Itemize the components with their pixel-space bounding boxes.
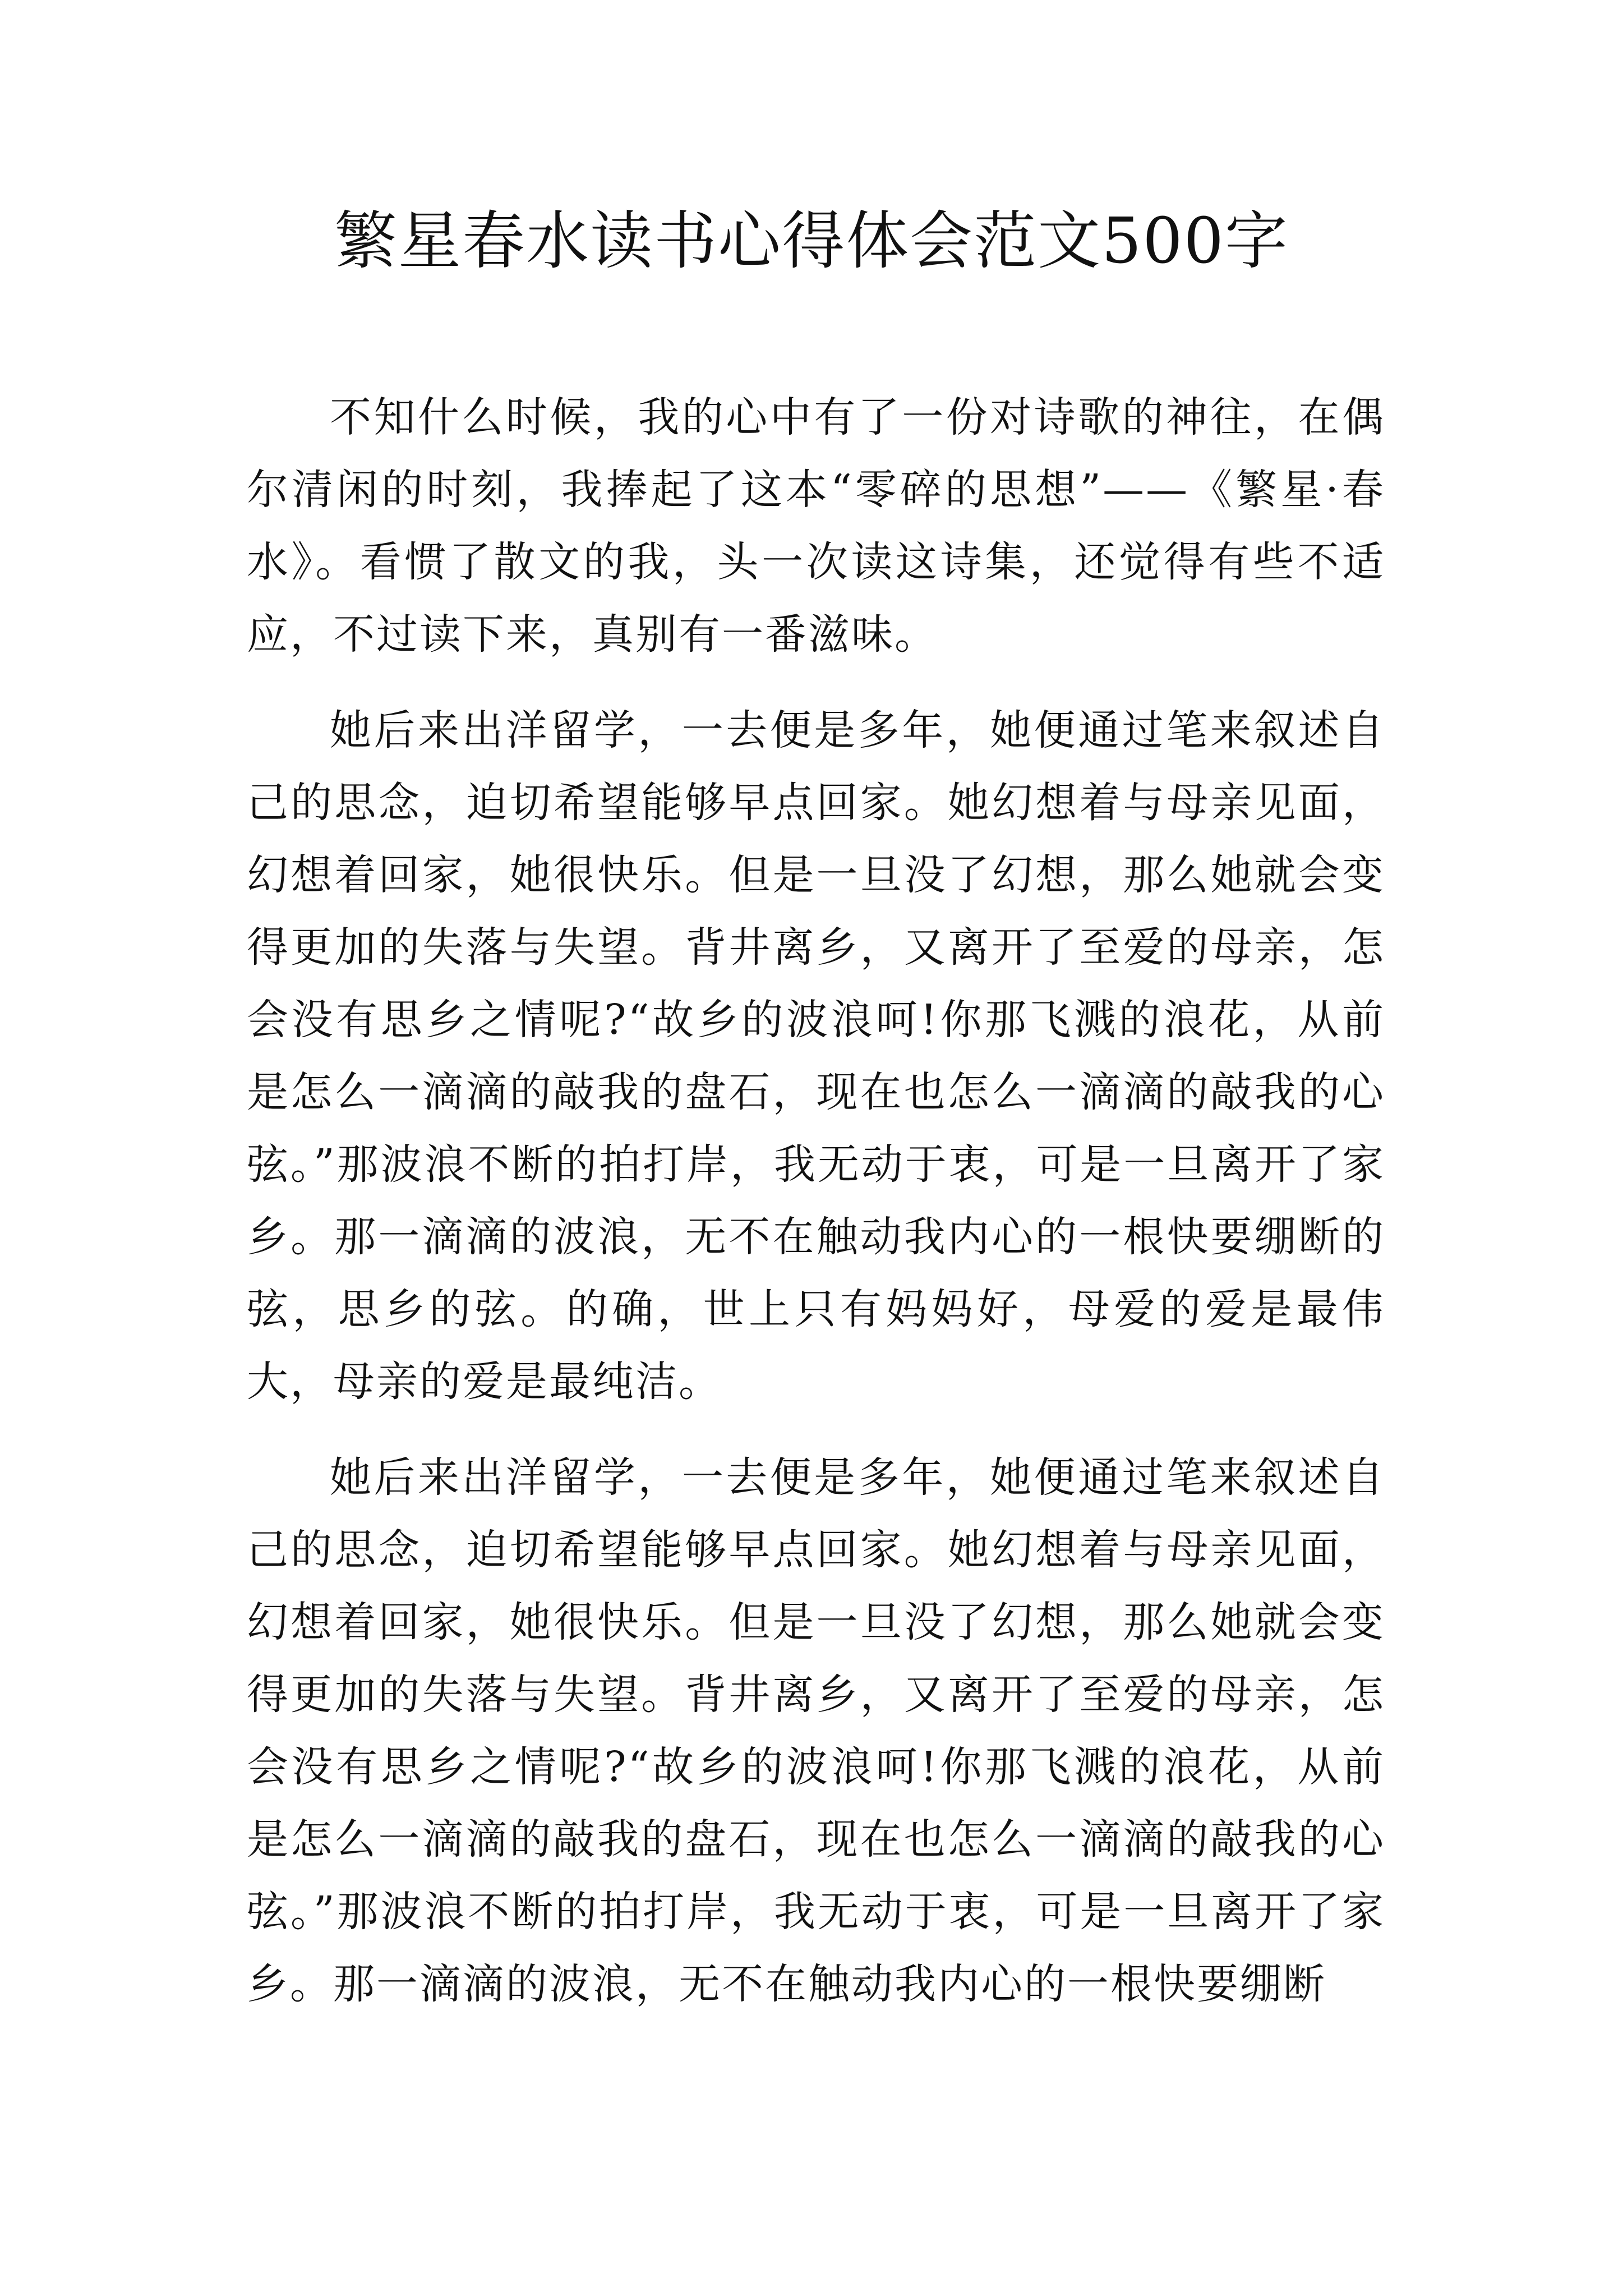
paragraph-1: 不知什么时候，我的心中有了一份对诗歌的神往，在偶尔清闲的时刻，我捧起了这本“零碎的思想”——《繁星·春水》。看惯了散文的我，头一次读这诗集，还觉得有些不适应，不过读下来，真别有一番滋味。 xyxy=(247,393,1385,659)
paragraph-2: 她后来出洋留学，一去便是多年，她便通过笔来叙述自己的思念，迫切希望能够早点回家。她幻想着与母亲见面，幻想着回家，她很快乐。但是一旦没了幻想，那么她就会变得更加的失落与失望。背井离乡，又离开了至爱的母亲，怎会没有思乡之情呢?“故乡的波浪呵!你那飞溅的浪花，从前是怎么一滴滴的敲我的盘石，现在也怎么一滴滴的敲我的心弦。”那波浪不断的拍打岸，我无动于衷，可是一旦离开了家乡。那一滴滴的波浪，无不在触动我内心的一根快要绷断的弦，思乡的弦。的确，世上只有妈妈好，母爱的爱是最伟大，母亲的爱是最纯洁。 xyxy=(247,706,1385,1406)
paragraph-3: 她后来出洋留学，一去便是多年，她便通过笔来叙述自己的思念，迫切希望能够早点回家。她幻想着与母亲见面，幻想着回家，她很快乐。但是一旦没了幻想，那么她就会变得更加的失落与失望。背井离乡，又离开了至爱的母亲，怎会没有思乡之情呢?“故乡的波浪呵!你那飞溅的浪花，从前是怎么一滴滴的敲我的盘石，现在也怎么一滴滴的敲我的心弦。”那波浪不断的拍打岸，我无动于衷，可是一旦离开了家乡。那一滴滴的波浪，无不在触动我内心的一根快要绷断 xyxy=(247,1453,1385,2008)
document-title: 繁星春水读书心得体会范文500字 xyxy=(334,205,1289,278)
document-body xyxy=(247,381,1385,2021)
